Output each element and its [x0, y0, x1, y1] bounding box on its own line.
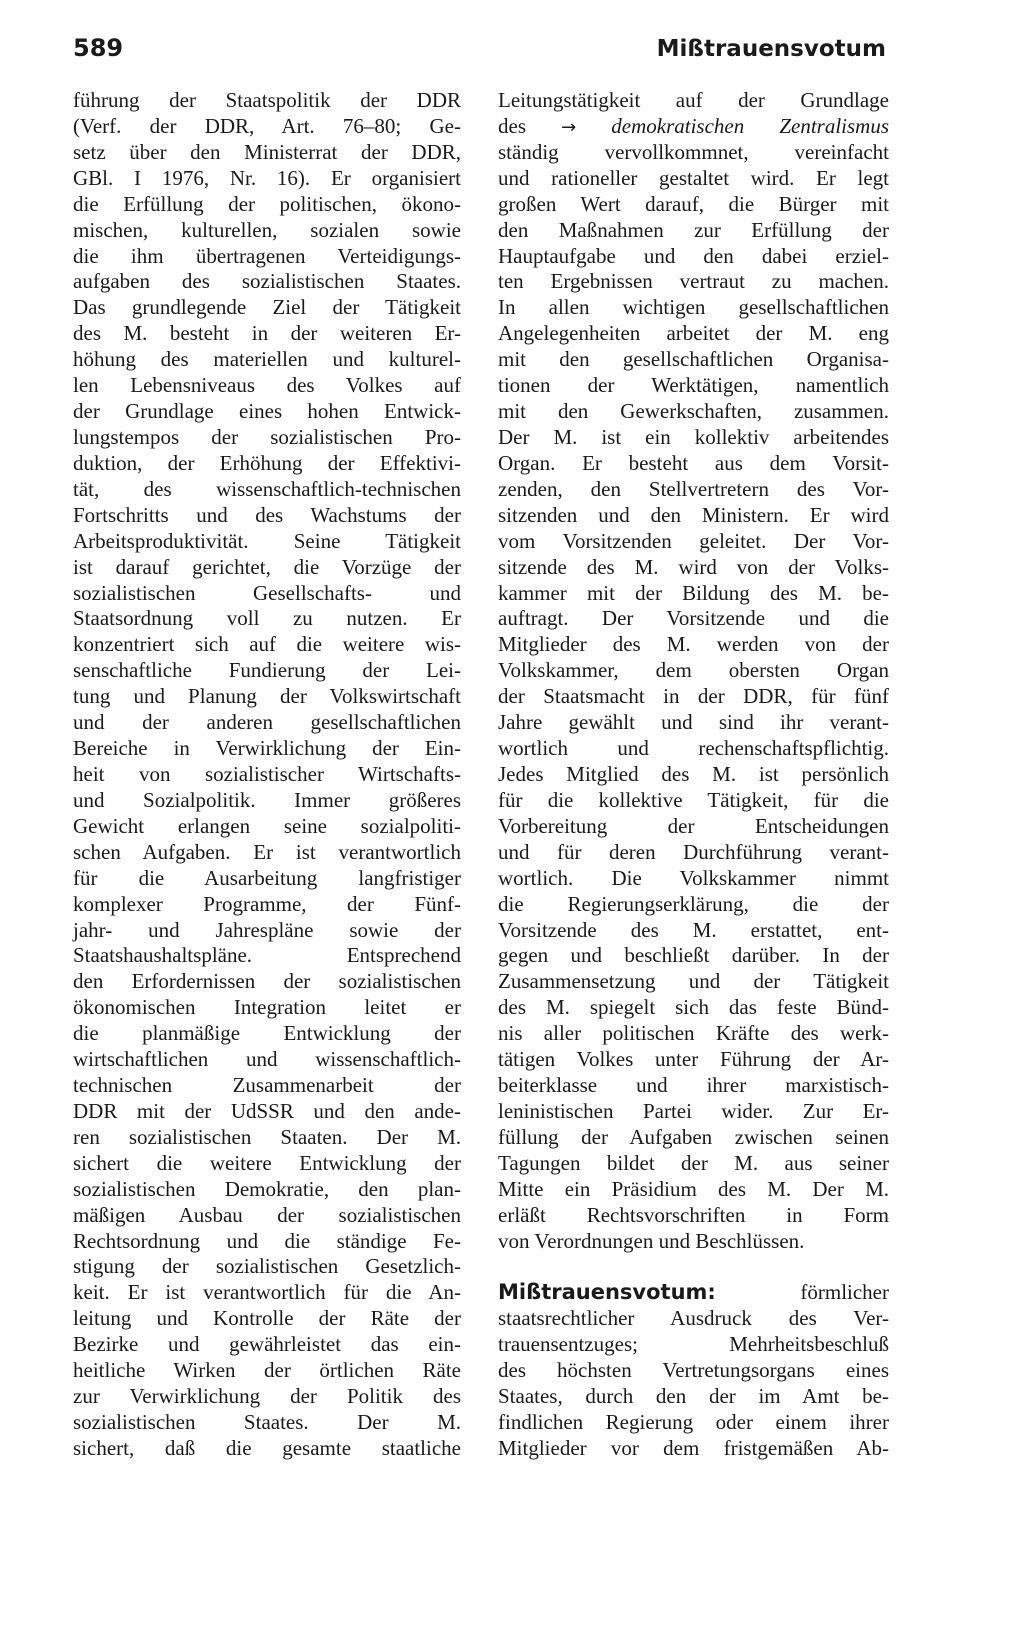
text-line: Staatshaushaltspläne. Entsprechend — [73, 943, 461, 968]
text-line: heit von sozialistischer Wirtschafts- — [73, 761, 461, 786]
text-line: Mitglieder vor dem fristgemäßen Ab- — [498, 1436, 889, 1461]
text-line: großen Wert darauf, die Bürger mit — [498, 191, 889, 216]
text-line: leitung und Kontrolle der Räte der — [73, 1306, 461, 1331]
entry-definition-start: förmlicher — [800, 1280, 889, 1305]
text-line: aufgaben des sozialistischen Staates. — [73, 269, 461, 294]
text-line: und für deren Durchführung verant- — [498, 839, 889, 864]
cross-reference-arrow-icon: → — [561, 116, 577, 138]
text-line: ständig vervollkommnet, vereinfacht — [498, 139, 889, 164]
text-line: senschaftliche Fundierung der Lei- — [73, 658, 461, 683]
text-line: den Maßnahmen zur Erfüllung der — [498, 217, 889, 242]
text-line: beiterklasse und ihrer marxistisch- — [498, 1073, 889, 1098]
text-line: ökonomischen Integration leitet er — [73, 995, 461, 1020]
text-fragment: des — [498, 113, 526, 138]
text-line: der Staatsmacht in der DDR, für fünf — [498, 684, 889, 709]
text-line: füllung der Aufgaben zwischen seinen — [498, 1124, 889, 1149]
text-line: keit. Er ist verantwortlich für die An- — [73, 1280, 461, 1305]
page-header — [0, 30, 1024, 70]
text-line: tät, des wissenschaftlich-technischen — [73, 476, 461, 501]
text-line: tätigen Volkes unter Führung der Ar- — [498, 1047, 889, 1072]
text-line: jahr- und Jahrespläne sowie der — [73, 917, 461, 942]
text-line: Staates, durch den der im Amt be- — [498, 1384, 889, 1409]
text-line-cross-reference — [498, 114, 889, 140]
text-line: mit den gesellschaftlichen Organisa- — [498, 347, 889, 372]
text-line: des M. spiegelt sich das feste Bünd- — [498, 995, 889, 1020]
entry-heading-line — [498, 1280, 889, 1306]
text-line: nis aller politischen Kräfte des werk- — [498, 1021, 889, 1046]
text-line: Angelegenheiten arbeitet der M. eng — [498, 321, 889, 346]
text-line: sozialistischen Demokratie, den plan- — [73, 1176, 461, 1201]
text-line: sitzende des M. wird von der Volks- — [498, 554, 889, 579]
text-line: höhung des materiellen und kulturel- — [73, 347, 461, 372]
text-line: für die kollektive Tätigkeit, für die — [498, 787, 889, 812]
text-line: Hauptaufgabe und den dabei erziel- — [498, 243, 889, 268]
text-line: des höchsten Vertretungsorgans eines — [498, 1358, 889, 1383]
text-line: ten Ergebnissen vertraut zu machen. — [498, 269, 889, 294]
text-line: trauensentzuges; Mehrheitsbeschluß — [498, 1332, 889, 1357]
text-line: stigung der sozialistischen Gesetzlich- — [73, 1254, 461, 1279]
entry-term: Mißtrauensvotum: — [498, 1280, 716, 1305]
text-line: wortlich und rechenschaftspflichtig. — [498, 736, 889, 761]
text-line: gegen und beschließt darüber. In der — [498, 943, 889, 968]
text-line: len Lebensniveaus des Volkes auf — [73, 373, 461, 398]
text-line: Jedes Mitglied des M. ist persönlich — [498, 761, 889, 786]
text-line: und der anderen gesellschaftlichen — [73, 710, 461, 735]
text-line: den Erfordernissen der sozialistischen — [73, 969, 461, 994]
text-line: Bereiche in Verwirklichung der Ein- — [73, 736, 461, 761]
text-line: mit den Gewerkschaften, zusammen. — [498, 399, 889, 424]
text-line: Zusammensetzung und der Tätigkeit — [498, 969, 889, 994]
text-line: Rechtsordnung und die ständige Fe- — [73, 1228, 461, 1253]
text-line: Gewicht erlangen seine sozialpoliti- — [73, 813, 461, 838]
text-line: Vorsitzende des M. erstattet, ent- — [498, 917, 889, 942]
text-line: und rationeller gestaltet wird. Er legt — [498, 165, 889, 190]
text-line: Mitte ein Präsidium des M. Der M. — [498, 1176, 889, 1201]
text-line: die ihm übertragenen Verteidigungs- — [73, 243, 461, 268]
text-line: Das grundlegende Ziel der Tätigkeit — [73, 295, 461, 320]
text-line: des M. besteht in der weiteren Er- — [73, 321, 461, 346]
text-line: ren sozialistischen Staaten. Der M. — [73, 1124, 461, 1149]
text-line: technischen Zusammenarbeit der — [73, 1073, 461, 1098]
text-line: sozialistischen Staates. Der M. — [73, 1410, 461, 1435]
text-line: staatsrechtlicher Ausdruck des Ver- — [498, 1306, 889, 1331]
text-line: findlichen Regierung oder einem ihrer — [498, 1410, 889, 1435]
text-line: komplexer Programme, der Fünf- — [73, 891, 461, 916]
text-line: sichert, daß die gesamte staatliche — [73, 1435, 461, 1460]
text-line: die planmäßige Entwicklung der — [73, 1021, 461, 1046]
text-line: DDR mit der UdSSR und den ande- — [73, 1098, 461, 1123]
text-line: duktion, der Erhöhung der Effektivi- — [73, 450, 461, 475]
right-column-body — [498, 140, 889, 1255]
text-line: die Erfüllung der politischen, ökono- — [73, 191, 461, 216]
text-line: tionen der Werktätigen, namentlich — [498, 373, 889, 398]
text-line: leninistischen Partei wider. Zur Er- — [498, 1098, 889, 1123]
text-line: und Sozialpolitik. Immer größeres — [73, 787, 461, 812]
text-line: auftragt. Der Vorsitzende und die — [498, 606, 889, 631]
text-line: zenden, den Stellvertretern des Vor- — [498, 476, 889, 501]
text-line: heitliche Wirken der örtlichen Räte — [73, 1358, 461, 1383]
text-line: Jahre gewählt und sind ihr verant- — [498, 710, 889, 735]
left-column — [73, 88, 461, 1462]
text-line: sitzenden und den Ministern. Er wird — [498, 502, 889, 527]
text-line: Volkskammer, dem obersten Organ — [498, 658, 889, 683]
text-line: In allen wichtigen gesellschaftlichen — [498, 295, 889, 320]
text-line: Tagungen bildet der M. aus seiner — [498, 1150, 889, 1175]
text-line: sichert die weitere Entwicklung der — [73, 1150, 461, 1175]
text-line: setz über den Ministerrat der DDR, — [73, 139, 461, 164]
text-line: sozialistischen Gesellschafts- und — [73, 580, 461, 605]
text-line: vom Vorsitzenden geleitet. Der Vor- — [498, 528, 889, 553]
text-line: Der M. ist ein kollektiv arbeitendes — [498, 424, 889, 449]
text-line: kammer mit der Bildung des M. be- — [498, 580, 889, 605]
entry-separator — [498, 1254, 889, 1280]
entry-definition — [498, 1306, 889, 1462]
text-line: Staatsordnung voll zu nutzen. Er — [73, 606, 461, 631]
text-line: der Grundlage eines hohen Entwick- — [73, 399, 461, 424]
text-line: konzentriert sich auf die weitere wis- — [73, 632, 461, 657]
dictionary-entry — [498, 1280, 889, 1461]
page-number: 589 — [73, 34, 124, 62]
running-head: Mißtrauensvotum — [656, 36, 886, 62]
text-line: zur Verwirklichung der Politik des — [73, 1384, 461, 1409]
text-line: Fortschritts und des Wachstums der — [73, 502, 461, 527]
text-line: lungstempos der sozialistischen Pro- — [73, 424, 461, 449]
text-line: wirtschaftlichen und wissenschaftlich- — [73, 1047, 461, 1072]
text-line: (Verf. der DDR, Art. 76–80; Ge- — [73, 113, 461, 138]
text-line: führung der Staatspolitik der DDR — [73, 88, 461, 112]
text-line: Arbeitsproduktivität. Seine Tätigkeit — [73, 528, 461, 553]
text-line: GBl. I 1976, Nr. 16). Er organisiert — [73, 165, 461, 190]
text-line: für die Ausarbeitung langfristiger — [73, 865, 461, 890]
text-line: erläßt Rechtsvorschriften in Form — [498, 1202, 889, 1227]
text-line: Bezirke und gewährleistet das ein- — [73, 1332, 461, 1357]
cross-reference-link[interactable]: demokratischen Zentralismus — [611, 113, 890, 138]
text-line: Organ. Er besteht aus dem Vorsit- — [498, 450, 889, 475]
text-line: tung und Planung der Volkswirtschaft — [73, 684, 461, 709]
text-line: von Verordnungen und Beschlüssen. — [498, 1228, 805, 1253]
text-line: Leitungstätigkeit auf der Grundlage — [498, 88, 889, 112]
text-line: ist darauf gerichtet, die Vorzüge der — [73, 554, 461, 579]
text-line: mäßigen Ausbau der sozialistischen — [73, 1202, 461, 1227]
text-line: wortlich. Die Volkskammer nimmt — [498, 865, 889, 890]
text-line: Mitglieder des M. werden von der — [498, 632, 889, 657]
text-line: die Regierungserklärung, die der — [498, 891, 889, 916]
right-column — [498, 88, 889, 1462]
text-line: mischen, kulturellen, sozialen sowie — [73, 217, 461, 242]
text-line: Vorbereitung der Entscheidungen — [498, 813, 889, 838]
text-line: schen Aufgaben. Er ist verantwortlich — [73, 839, 461, 864]
